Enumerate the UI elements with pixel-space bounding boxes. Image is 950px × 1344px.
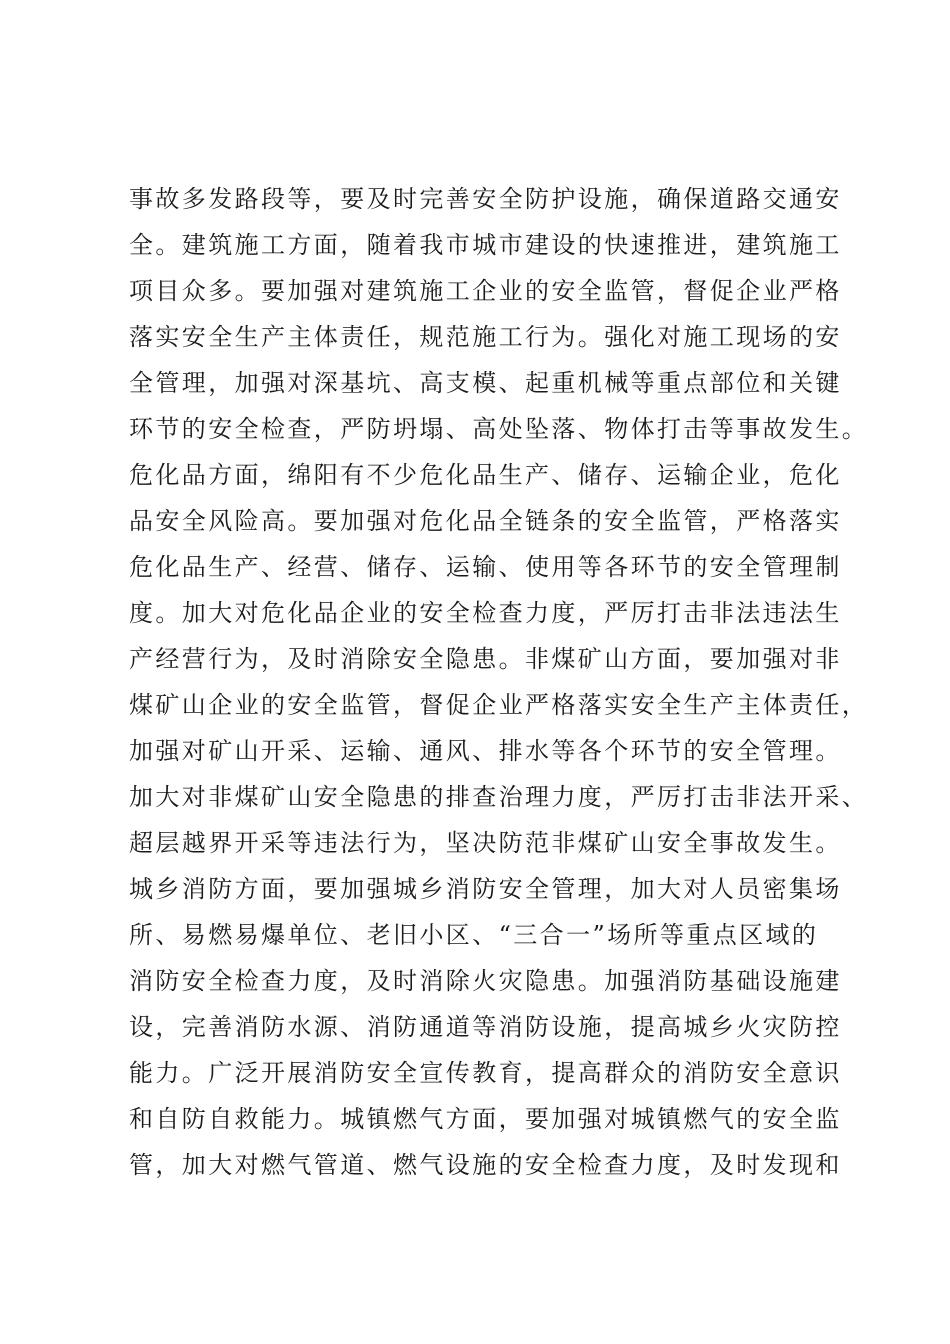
text-line-10: 度。加大对危化品企业的安全检查力度，严厉打击非法违法生: [129, 599, 842, 627]
text-line-18: 消防安全检查力度，及时消除火灾隐患。加强消防基础设施建: [129, 967, 842, 995]
text-line-11: 产经营行为，及时消除安全隐患。非煤矿山方面，要加强对非: [129, 645, 842, 673]
text-line-13: 加强对矿山开采、运输、通风、排水等各个环节的安全管理。: [129, 737, 842, 765]
text-line-17: 所、易燃易爆单位、老旧小区、“三合一”场所等重点区域的: [129, 921, 819, 949]
text-line-1: 事故多发路段等，要及时完善安全防护设施，确保道路交通安: [129, 185, 842, 213]
text-line-5: 全管理，加强对深基坑、高支模、起重机械等重点部位和关键: [129, 369, 842, 397]
text-line-15: 超层越界开采等违法行为，坚决防范非煤矿山安全事故发生。: [129, 829, 842, 857]
text-line-19: 设，完善消防水源、消防通道等消防设施，提高城乡火灾防控: [129, 1013, 842, 1041]
text-line-16: 城乡消防方面，要加强城乡消防安全管理，加大对人员密集场: [129, 875, 842, 903]
text-line-3: 项目众多。要加强对建筑施工企业的安全监管，督促企业严格: [129, 277, 842, 305]
body-paragraph: [129, 176, 869, 1188]
text-line-6: 环节的安全检查，严防坍塌、高处坠落、物体打击等事故发生。: [129, 415, 869, 443]
text-line-8: 品安全风险高。要加强对危化品全链条的安全监管，严格落实: [129, 507, 842, 535]
text-line-21: 和自防自救能力。城镇燃气方面，要加强对城镇燃气的安全监: [129, 1105, 842, 1133]
text-line-9: 危化品生产、经营、储存、运输、使用等各环节的安全管理制: [129, 553, 842, 581]
text-line-2: 全。建筑施工方面，随着我市城市建设的快速推进，建筑施工: [129, 231, 842, 259]
text-line-22: 管，加大对燃气管道、燃气设施的安全检查力度，及时发现和: [129, 1151, 842, 1179]
text-line-4: 落实安全生产主体责任，规范施工行为。强化对施工现场的安: [129, 323, 842, 351]
text-line-12: 煤矿山企业的安全监管，督促企业严格落实安全生产主体责任，: [129, 691, 869, 719]
text-line-20: 能力。广泛开展消防安全宣传教育，提高群众的消防安全意识: [129, 1059, 842, 1087]
text-line-14: 加大对非煤矿山安全隐患的排查治理力度，严厉打击非法开采、: [129, 783, 869, 811]
text-line-7: 危化品方面，绵阳有不少危化品生产、储存、运输企业，危化: [129, 461, 842, 489]
